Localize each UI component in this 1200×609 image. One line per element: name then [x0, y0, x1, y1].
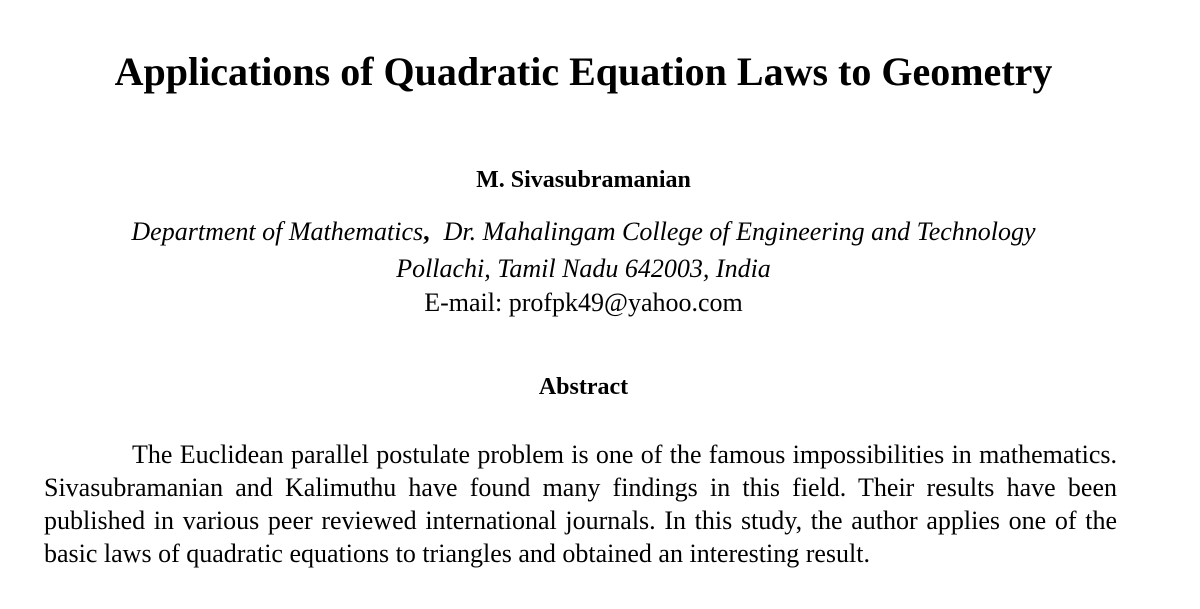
affiliation-line [0, 216, 1167, 248]
college-name: Dr. Mahalingam College of Engineering and Technology [443, 217, 1036, 246]
author-email: E-mail: profpk49@yahoo.com [424, 288, 743, 317]
affiliation-location: Pollachi, Tamil Nadu 642003, India [396, 254, 771, 283]
paper-title: Applications of Quadratic Equation Laws to Geometry [114, 49, 1053, 94]
abstract-heading: Abstract [538, 374, 629, 400]
affiliation-separator: , [423, 217, 430, 246]
abstract-text: The Euclidean parallel postulate problem is one of the famous impossibilities in mathematics. Sivasubramanian and Kalimuthu have found many findings in this field. Their results have been published in various peer reviewed international journals. In this study, the author applies one of the basic laws of quadratic equations to triangles and obtained an interesting result. [44, 440, 1117, 568]
author-name: M. Sivasubramanian [476, 167, 691, 193]
department-name: Department of Mathematics [131, 217, 424, 246]
